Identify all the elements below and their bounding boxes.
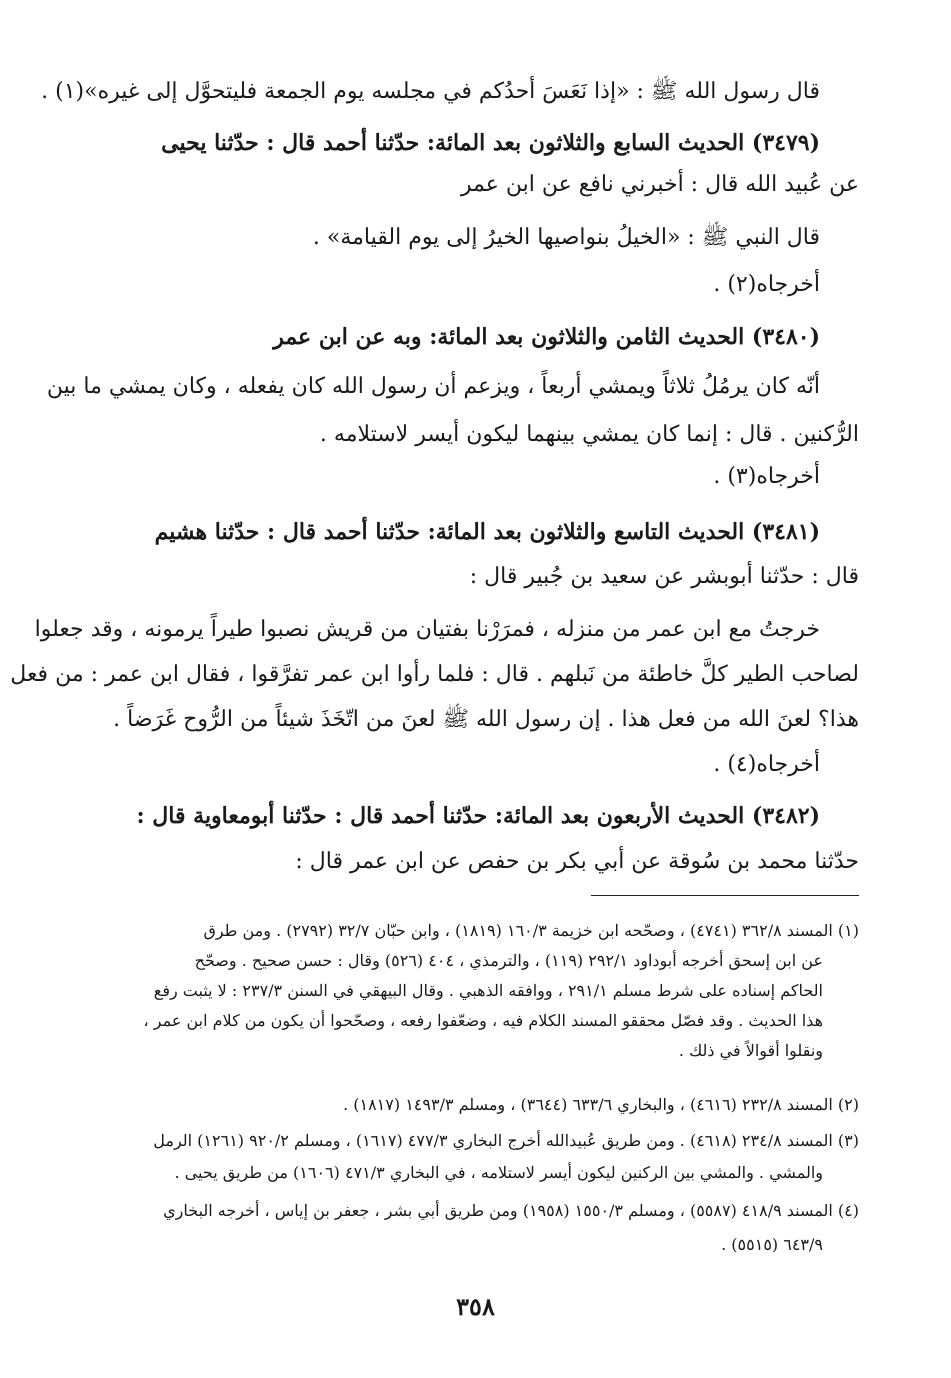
text-line: أخرجاه(٤) .	[713, 752, 820, 777]
text-line: قال : حدّثنا أبوبشر عن سعيد بن جُبير قال :	[469, 564, 859, 589]
text-line: عن عُبيد الله قال : أخبرني نافع عن ابن عمر	[460, 172, 859, 197]
text-line: الرُّكنين . قال : إنما كان يمشي بينهما ليكون أيسر لاستلامه .	[319, 422, 859, 447]
hadith-heading: (٣٤٨١) الحديث التاسع والثلاثون بعد المائة: حدّثنا أحمد قال : حدّثنا هشيم	[154, 519, 820, 545]
footnote-line: والمشي . والمشي بين الركنين ليكون أيسر لاستلامه ، في البخاري ٤٧١/٣ (١٦٠٦) من طريق يحيى .	[174, 1163, 823, 1182]
footnote-line: عن ابن إسحق أخرجه أبوداود ٢٩٢/١ (١١٩) ، والترمذي ، ٤٠٤ (٥٢٦) وقال : حسن صحيح . وصحّح	[194, 951, 823, 970]
footnote-line: (٢) المسند ٢٣٢/٨ (٤٦١٦) ، والبخاري ٦٣٣/٦ (٣٦٤٤) ، ومسلم ١٤٩٣/٣ (١٨١٧) .	[343, 1095, 859, 1114]
footnote-line: (٤) المسند ٤١٨/٩ (٥٥٨٧) ، ومسلم ١٥٥٠/٣ (١٩٥٨) ومن طريق أبي بشر ، جعفر بن إياس ، أخرجه البخاري	[163, 1201, 859, 1220]
text-line: قال رسول الله ﷺ : «إذا نَعَسَ أحدُكم في مجلسه يوم الجمعة فليتحوَّل إلى غيره»(١) .	[41, 79, 820, 104]
text-line: أنّه كان يرمُلُ ثلاثاً ويمشي أربعاً ، ويزعم أن رسول الله كان يفعله ، وكان يمشي ما بين	[46, 374, 820, 399]
footnote-line: هذا الحديث . وقد فصّل محققو المسند الكلام فيه ، وضعّفوا رفعه ، وصحّحوا أن يكون من كلام ابن عمر ،	[143, 1011, 823, 1030]
hadith-heading: (٣٤٨٢) الحديث الأربعون بعد المائة: حدّثنا أحمد قال : حدّثنا أبومعاوية قال :	[136, 803, 820, 829]
text-line: حدّثنا محمد بن سُوقة عن أبي بكر بن حفص عن ابن عمر قال :	[295, 849, 859, 874]
hadith-heading: (٣٤٧٩) الحديث السابع والثلاثون بعد المائة: حدّثنا أحمد قال : حدّثنا يحيى	[161, 130, 820, 156]
text-line: أخرجاه(٣) .	[713, 464, 820, 489]
text-line: هذا؟ لعنَ الله من فعل هذا . إن رسول الله ﷺ لعنَ من اتّخَذَ شيئاً من الرُّوح غَرَضاً .	[113, 707, 859, 732]
page-number: ٣٥٨	[456, 1292, 495, 1321]
footnote-line: (٣) المسند ٢٣٤/٨ (٤٦١٨) . ومن طريق عُبيدالله أخرج البخاري ٤٧٧/٣ (١٦١٧) ، ومسلم ٩٢٠/٢ (١٢٦١) الرمل	[153, 1131, 859, 1150]
footnote-line: ٦٤٣/٩ (٥٥١٥) .	[721, 1235, 823, 1254]
footnote-line: ونقلوا أقوالاً في ذلك .	[678, 1041, 823, 1060]
footnote-line: الحاكم إسناده على شرط مسلم ٢٩١/١ ، ووافقه الذهبي . وقال البيهقي في السنن ٢٣٧/٣ : لا يثبت رفع	[153, 981, 823, 1000]
text-line: قال النبي ﷺ : «الخيلُ بنواصيها الخيرُ إلى يوم القيامة» .	[312, 225, 820, 250]
text-line: لصاحب الطير كلَّ خاطئة من نَبلهم . قال : فلما رأوا ابن عمر تفرَّقوا ، فقال ابن عمر : من فعل	[10, 662, 859, 687]
text-line: خرجتُ مع ابن عمر من منزله ، فمرَرْنا بفتيان من قريش نصبوا طيراً يرمونه ، وقد جعلوا	[34, 617, 820, 642]
footnote-separator	[591, 895, 859, 896]
hadith-heading: (٣٤٨٠) الحديث الثامن والثلاثون بعد المائة: وبه عن ابن عمر	[273, 324, 820, 350]
footnote-line: (١) المسند ٣٦٢/٨ (٤٧٤١) ، وصحّحه ابن خزيمة ١٦٠/٣ (١٨١٩) ، وابن حبّان ٣٢/٧ (٢٧٩٢) . ومن طرق	[203, 921, 859, 940]
text-line: أخرجاه(٢) .	[713, 272, 820, 297]
